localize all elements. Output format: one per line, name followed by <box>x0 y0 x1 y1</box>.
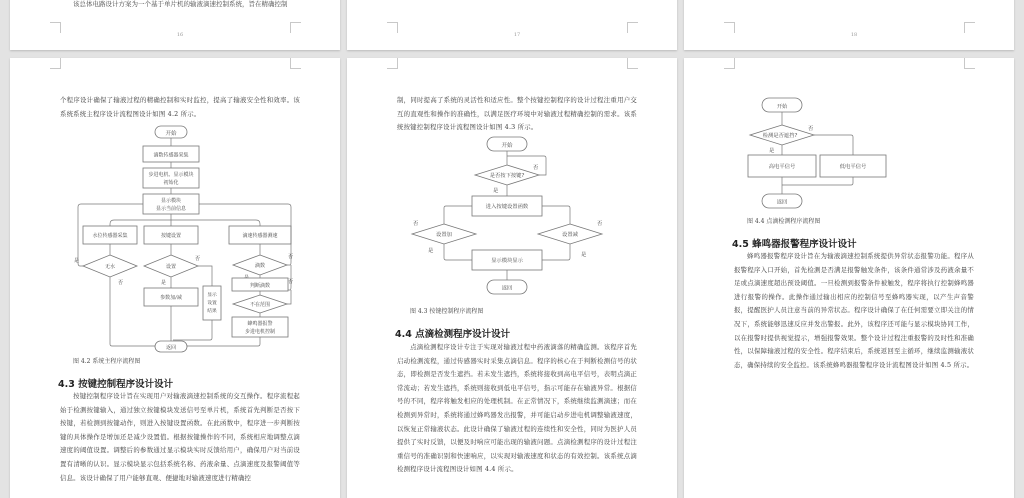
svg-text:是: 是 <box>74 258 80 264</box>
figure-caption-4-4: 图 4.4 点滴检测程序流程图 <box>747 218 821 225</box>
page-18 <box>684 0 1014 50</box>
svg-text:滴数传感器采集: 滴数传感器采集 <box>153 152 189 159</box>
svg-text:检测是否遮挡?: 检测是否遮挡? <box>762 133 798 139</box>
svg-text:开始: 开始 <box>776 104 788 110</box>
page-left <box>10 58 340 498</box>
svg-text:水位传感器采集: 水位传感器采集 <box>92 233 128 239</box>
svg-text:滴数: 滴数 <box>254 263 266 269</box>
svg-text:返回: 返回 <box>776 199 788 206</box>
svg-text:显示: 显示 <box>207 293 217 298</box>
section-4-3-paragraph: 按键控制程序设计旨在实现用户对输液滴速控制系统的交互操作。程序流程起始于检测按键输入，通过独立按键模块发送信号至单片机，系统首先判断是否按下按键，若检测到按键动作，则进入按键设置函数。在此函数中，程序进一步判断按键的具体操作是增加还是减少设置值。根据按键操作的不同，系统相应地调整点滴速度的阈值设置。调整后的参数通过显示模块实时反馈给用户，确保用户对当前设置有清晰的认识。显示模块显示包括系统名称、药液余量、点滴速度及报警阈值等信息。该设计确保了用户能够直观、便捷地对输液速度进行精确控 <box>60 392 300 482</box>
svg-text:蜂鸣器报警: 蜂鸣器报警 <box>247 321 273 327</box>
svg-text:设置减: 设置减 <box>562 232 578 238</box>
svg-text:滴速传感器测速: 滴速传感器测速 <box>242 233 278 239</box>
svg-text:步进电机、显示模块: 步进电机、显示模块 <box>148 172 194 178</box>
svg-text:无水: 无水 <box>104 264 116 270</box>
svg-text:否: 否 <box>195 256 201 262</box>
svg-text:结果: 结果 <box>207 309 217 314</box>
svg-text:显示模块显示: 显示模块显示 <box>491 258 523 264</box>
svg-text:否: 否 <box>808 126 814 132</box>
section-4-4-paragraph: 点滴检测程序设计专注于实现对输液过程中药液滴落的精确监测。该程序首先启动检测流程，通过传感器实时采集点滴信息。程序的核心在于判断检测信号的状态，即检测是否发生遮挡。若未发生遮挡，系统将接收到高电平信号，表明点滴正常流动；若发生遮挡，系统则接收到低电平信号，指示可能存在输液异常。根据信号的不同，程序将触发相应的处理机制。在正常情况下，系统继续监测滴速；而在检测到异常时，系统将通过蜂鸣器发出报警，并可能启动步进电机调整输液速度，以恢复正常输液状态。此设计确保了输液过程的连续性和安全性，同时为医护人员提供了实时反馈，以便及时响应可能出现的输液问题。点滴检测程序的设计过程注重信号的准确识别和快速响应，以实现对输液速度和状态的有效控制。该系统点滴检测程序设计流程图设计如图 4.4 所示。 <box>397 343 637 474</box>
svg-text:否: 否 <box>533 165 539 171</box>
flowchart-4-2 <box>10 58 340 358</box>
svg-text:是: 是 <box>161 280 167 286</box>
svg-text:返回: 返回 <box>501 285 513 292</box>
svg-text:否: 否 <box>597 221 603 227</box>
section-4-5-paragraph: 蜂鸣器报警程序设计旨在为输液滴速控制系统提供异常状态报警功能。程序从报警程序入口开始，首先检测是否满足报警触发条件，该条件通常涉及药液余量不足或点滴速度超出预设阈值。一旦检测到报警条件被触发，程序将执行控制蜂鸣器进行报警的操作。此操作通过输出相应的控制信号至蜂鸣器实现，以产生声音警报，提醒医护人员注意当前的异常状态。程序设计确保了在任何需要立即关注的情况下，系统能够迅速反应并发出警报。此外，该程序还可能与显示模块协同工作，以在报警时提供视觉提示，增强报警效果。整个设计过程注重报警的及时性和准确性，以保障输液过程的安全性。程序结束后，系统返回至主循环，继续监测输液状态，确保持续的安全监控。该系统蜂鸣器报警程序设计流程图设计如图 4.5 所示。 <box>734 252 974 369</box>
svg-text:判断滴数: 判断滴数 <box>249 283 271 289</box>
page-right <box>684 58 1014 498</box>
svg-text:是否按下按键?: 是否按下按键? <box>489 173 525 179</box>
section-heading-4-3: 4.3 按键控制程序设计设计 <box>58 379 174 390</box>
section-heading-4-5: 4.5 蜂鸣器报警程序设计设计 <box>732 239 857 250</box>
svg-text:按键设置: 按键设置 <box>160 233 182 239</box>
svg-text:显示当前信息: 显示当前信息 <box>155 206 187 212</box>
page-number: 18 <box>850 32 858 38</box>
svg-text:否: 否 <box>288 254 294 260</box>
svg-text:否: 否 <box>118 280 124 286</box>
svg-text:否: 否 <box>288 279 294 285</box>
intro-paragraph: 个程序设计确保了输液过程的精确控制和实时监控，提高了输液安全性和效率。该系统系统主程序设计流程图设计如图 4.2 所示。 <box>60 96 300 118</box>
figure-caption-4-2: 图 4.2 系统主程序流程图 <box>73 358 141 365</box>
svg-text:是: 是 <box>581 252 587 258</box>
page-number: 17 <box>513 32 521 38</box>
page-16 <box>10 0 340 50</box>
svg-text:高电平信号: 高电平信号 <box>768 164 796 170</box>
intro-paragraph: 制，同时提高了系统的灵活性和适应性。整个按键控制程序的设计过程注重用户交互的直观性和操作的准确性，以满足医疗环境中对输液过程精确控制的需求。该系统按键控制程序设计流程图设计如图 4.3 所示。 <box>397 96 637 132</box>
svg-text:设置: 设置 <box>165 264 177 270</box>
svg-text:否: 否 <box>413 221 419 227</box>
svg-text:显示模块: 显示模块 <box>160 198 182 204</box>
page-number: 16 <box>176 32 184 38</box>
margin-mark <box>627 22 638 33</box>
svg-text:参数加/减: 参数加/减 <box>160 295 182 301</box>
flowchart-4-4 <box>684 58 1014 218</box>
svg-text:返回: 返回 <box>165 345 177 351</box>
page-17 <box>347 0 677 50</box>
margin-mark <box>50 22 61 33</box>
svg-text:低电平信号: 低电平信号 <box>839 164 867 170</box>
section-heading-4-4: 4.4 点滴检测程序设计设计 <box>395 329 511 340</box>
svg-text:设置: 设置 <box>207 301 217 306</box>
svg-text:是: 是 <box>769 148 775 154</box>
margin-mark <box>964 22 975 33</box>
margin-mark <box>290 22 301 33</box>
svg-text:设置加: 设置加 <box>436 232 452 238</box>
svg-text:开始: 开始 <box>501 143 513 149</box>
svg-text:是: 是 <box>428 248 434 254</box>
svg-text:不在范围: 不在范围 <box>249 302 271 308</box>
margin-mark <box>387 22 398 33</box>
svg-text:进入按键设置函数: 进入按键设置函数 <box>485 204 529 210</box>
flowchart-4-3 <box>347 58 677 318</box>
svg-text:步进电机控制: 步进电机控制 <box>244 329 276 335</box>
margin-mark <box>724 22 735 33</box>
figure-caption-4-3: 图 4.3 按键控制程序流程图 <box>410 308 484 315</box>
flow-start-label: 开始 <box>165 131 177 137</box>
page-middle <box>347 58 677 498</box>
svg-text:初始化: 初始化 <box>163 180 179 186</box>
svg-text:是: 是 <box>493 188 499 194</box>
page-tail-text: 该总体电路设计方案为一个基于单片机的输液滴速控制系统，旨在精确控制 <box>73 0 288 8</box>
